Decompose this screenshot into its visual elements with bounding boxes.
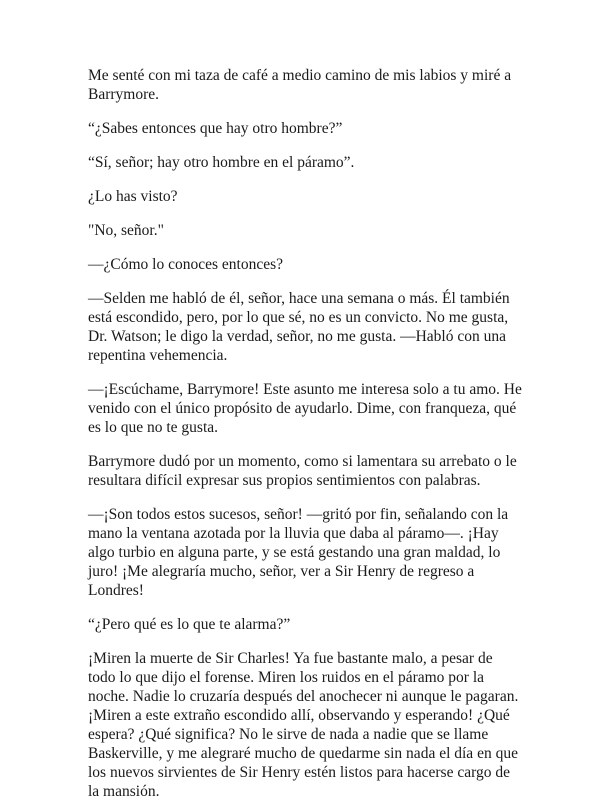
paragraph: Me senté con mi taza de café a medio camino de mis labios y miré a Barrymore.	[88, 67, 512, 103]
paragraph: "No, señor."	[88, 222, 164, 239]
paragraph: —¡Escúchame, Barrymore! Este asunto me interesa solo a tu amo. He venido con el único propósito de ayudarlo. Dime, con franqueza, qué es lo que no te gusta.	[88, 381, 522, 436]
paragraph: ¡Miren la muerte de Sir Charles! Ya fue bastante malo, a pesar de todo lo que dijo el forense. Miren los ruidos en el páramo por la noche. Nadie lo cruzaría después del anochecer ni aunque le pagaran. ¡Miren a este extraño escondido allí, observando y esperando! ¿Qué espera? ¿Qué significa? No le sirve de nada a nadie que se llame Baskerville, y me alegraré mucho de quedarme sin nada el día en que los nuevos sirvientes de Sir Henry estén listos para hacerse cargo de la mansión.	[88, 650, 519, 800]
document-body	[88, 66, 524, 801]
paragraph: ¿Lo has visto?	[88, 188, 178, 205]
paragraph: —¿Cómo lo conoces entonces?	[88, 256, 283, 273]
paragraph: Barrymore dudó por un momento, como si lamentara su arrebato o le resultara difícil expresar sus propios sentimientos con palabras.	[88, 453, 517, 489]
paragraph: “Sí, señor; hay otro hombre en el páramo”.	[88, 154, 355, 171]
paragraph: —¡Son todos estos sucesos, señor! —gritó por fin, señalando con la mano la ventana azotada por la lluvia que daba al páramo—. ¡Hay algo turbio en alguna parte, y se está gestando una gran maldad, lo juro! ¡Me alegraría mucho, señor, ver a Sir Henry de regreso a Londres!	[88, 506, 509, 599]
paragraph: —Selden me habló de él, señor, hace una semana o más. Él también está escondido, pero, por lo que sé, no es un convicto. No me gusta, Dr. Watson; le digo la verdad, señor, no me gusta. —Habló con una repentina vehemencia.	[88, 290, 510, 364]
paragraph: “¿Pero qué es lo que te alarma?”	[88, 616, 291, 633]
paragraph: “¿Sabes entonces que hay otro hombre?”	[88, 120, 343, 137]
